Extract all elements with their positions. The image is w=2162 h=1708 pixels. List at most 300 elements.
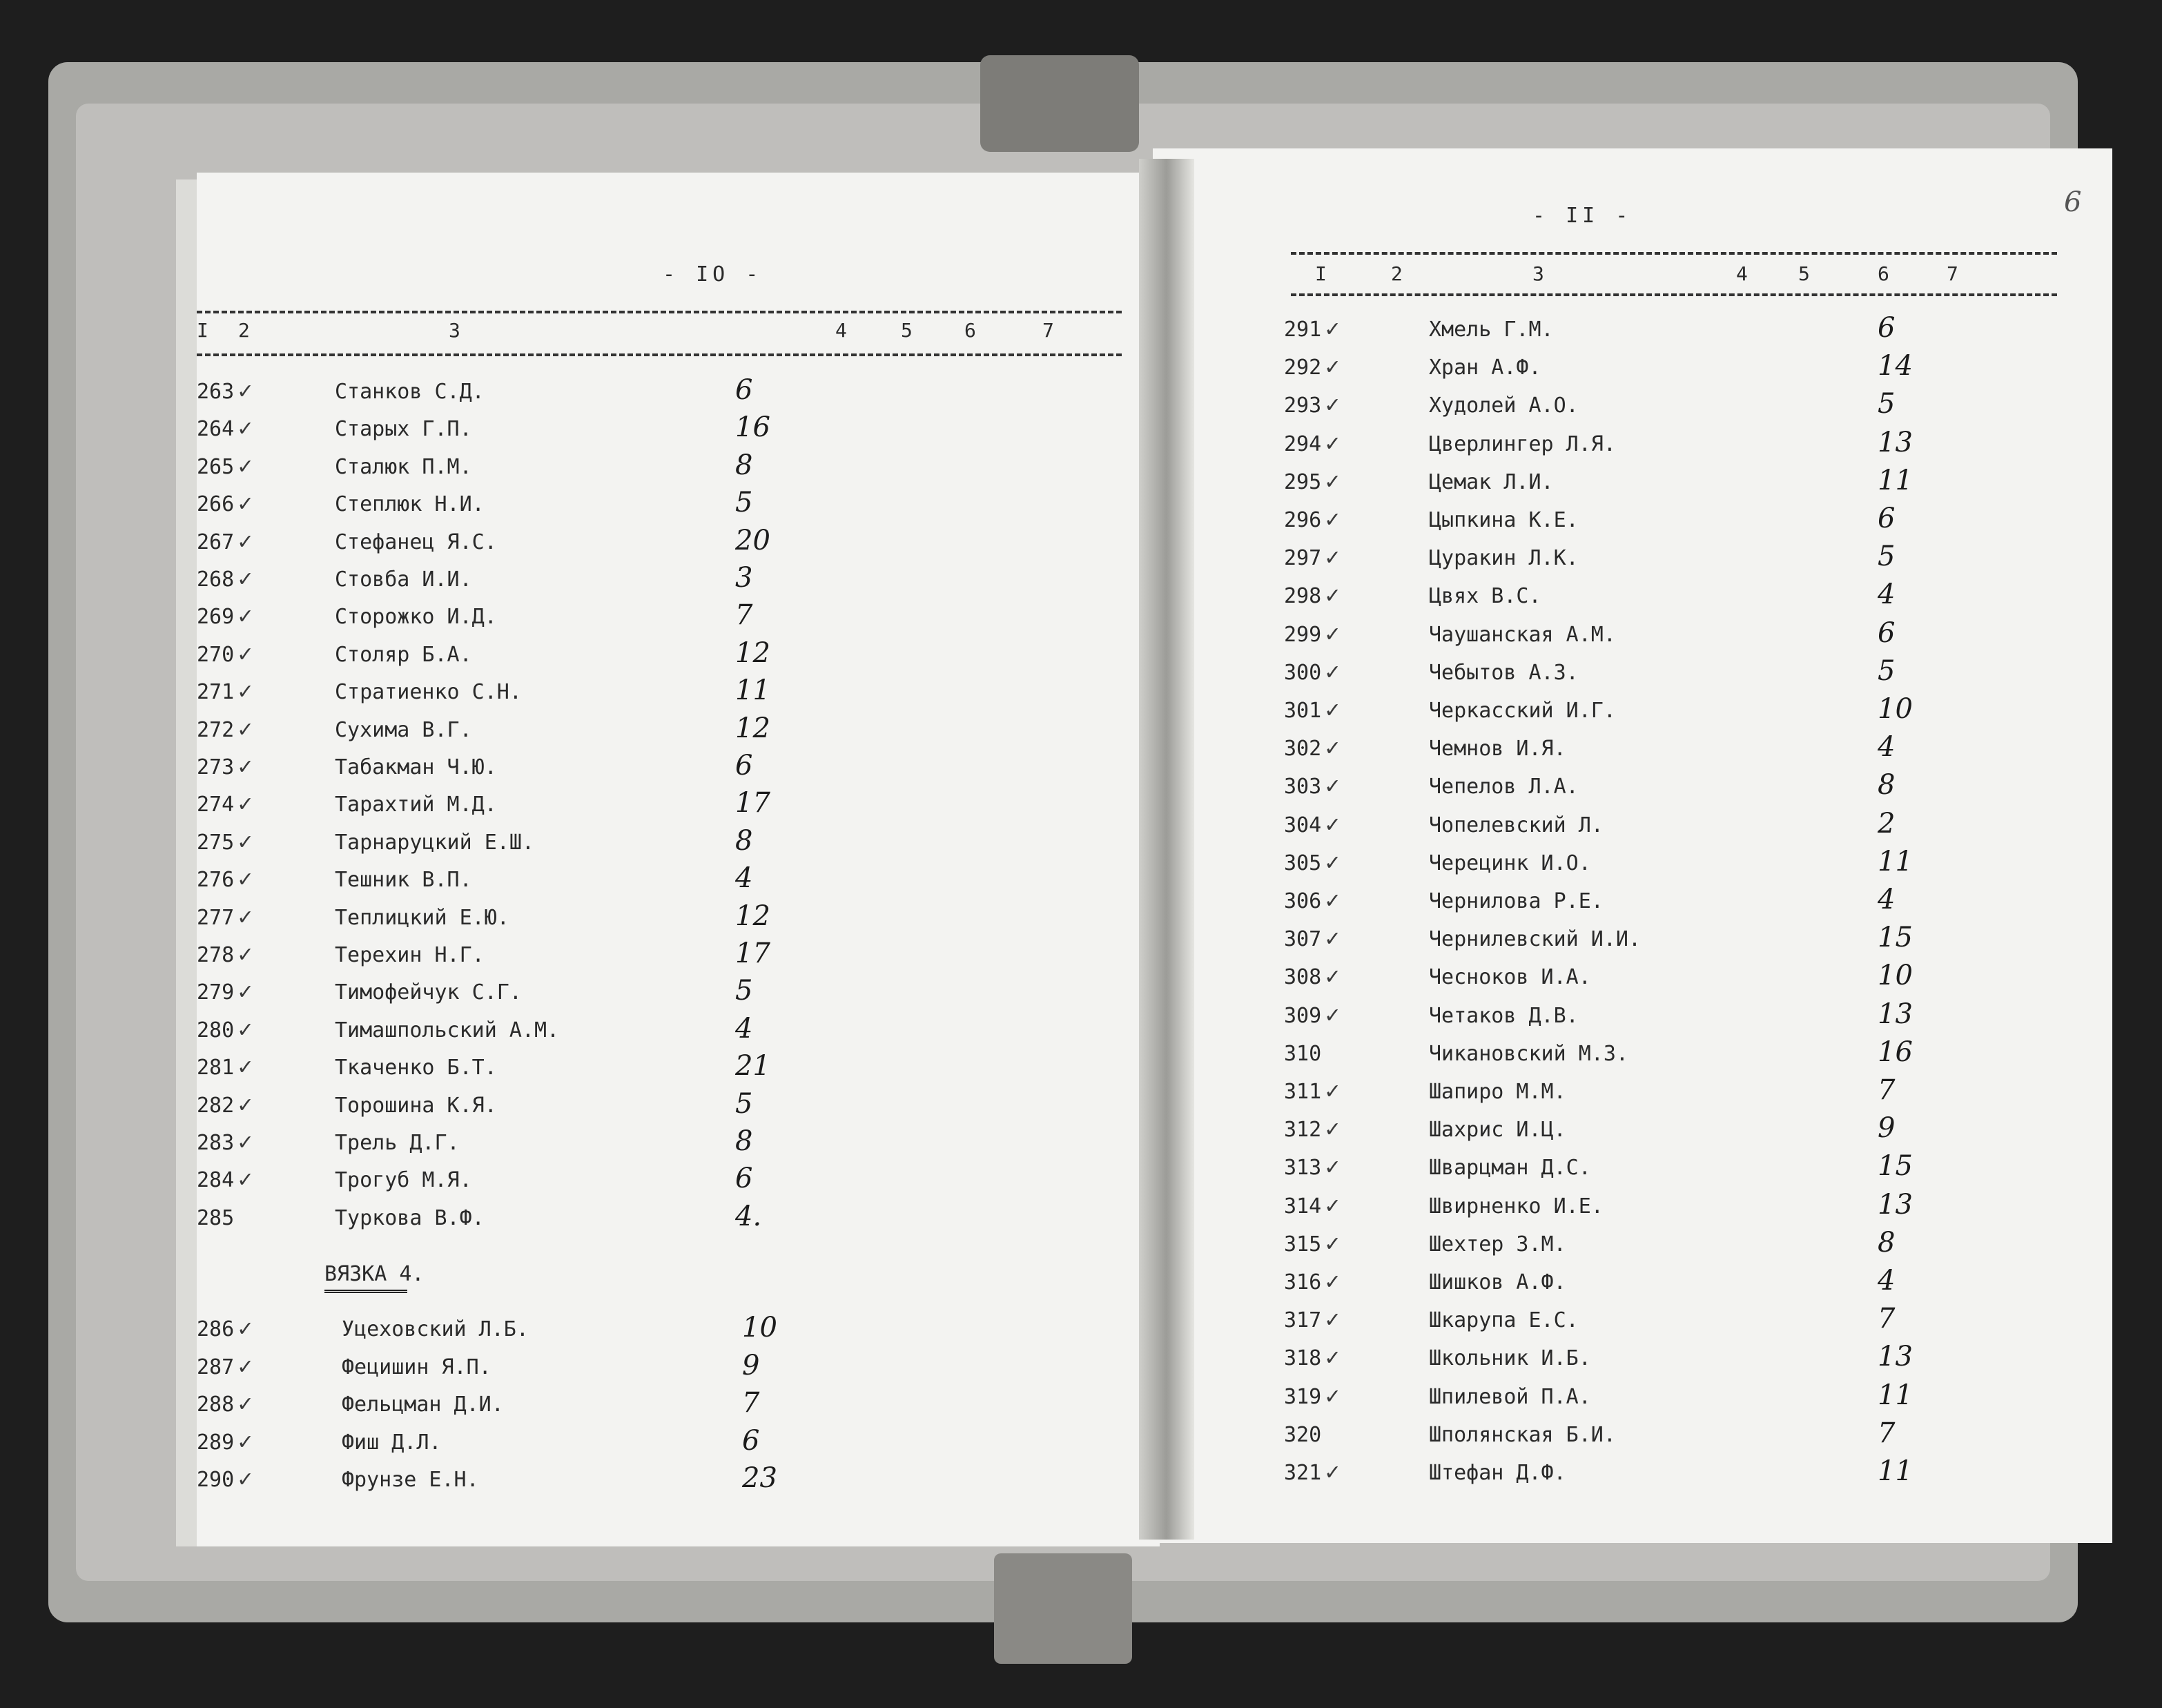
person-name: Чебытов А.З. — [1429, 660, 1579, 685]
person-name: Чернилова Р.Е. — [1429, 889, 1604, 913]
checkmark-icon: ✓ — [1325, 657, 1340, 686]
person-name: Трогуб М.Я. — [335, 1168, 472, 1193]
header-rule-bottom — [1291, 293, 2057, 296]
handwritten-count: 6 — [735, 374, 753, 406]
person-name: Шпилевой П.А. — [1429, 1384, 1591, 1409]
table-row — [1284, 1150, 1960, 1192]
table-row — [197, 938, 818, 979]
checkmark-icon: ✓ — [238, 1390, 253, 1417]
row-number: 268 — [197, 567, 235, 592]
handwritten-count: 8 — [735, 449, 753, 481]
handwritten-count: 11 — [1878, 1379, 1913, 1411]
handwritten-count: 6 — [1878, 312, 1896, 344]
row-number: 298 — [1284, 584, 1322, 609]
table-row — [197, 449, 818, 491]
table-row — [1284, 503, 1960, 544]
column-header-5: 5 — [1798, 262, 1810, 285]
handwritten-count: 11 — [1878, 1455, 1913, 1487]
person-name: Трель Д.Г. — [335, 1131, 460, 1155]
table-row — [1284, 426, 1960, 468]
column-header-3: 3 — [449, 319, 460, 342]
person-name: Швирненко И.Е. — [1429, 1194, 1604, 1219]
row-number: 295 — [1284, 469, 1322, 494]
handwritten-count: 5 — [1878, 541, 1896, 573]
row-number: 273 — [197, 755, 235, 779]
handwritten-count: 7 — [1878, 1074, 1896, 1106]
checkmark-icon: ✓ — [1325, 1306, 1340, 1334]
row-number: 320 — [1284, 1422, 1322, 1447]
table-row — [1284, 693, 1960, 735]
checkmark-icon: ✓ — [238, 790, 253, 818]
column-header-5: 5 — [901, 319, 913, 342]
checkmark-icon: ✓ — [1325, 1458, 1340, 1486]
checkmark-icon: ✓ — [238, 1465, 253, 1493]
checkmark-icon: ✓ — [238, 1165, 253, 1194]
person-name: Сухима В.Г. — [335, 717, 472, 742]
column-header-2: 2 — [1391, 262, 1403, 285]
page-number: - II - — [1532, 204, 1633, 228]
checkmark-icon: ✓ — [1325, 1381, 1340, 1410]
table-row — [1284, 960, 1960, 1001]
table-row — [1284, 1074, 1960, 1116]
table-row — [197, 824, 818, 866]
checkmark-icon: ✓ — [1325, 1343, 1340, 1372]
person-name: Худолей А.О. — [1429, 394, 1579, 418]
table-row — [197, 675, 818, 716]
handwritten-count: 11 — [1878, 845, 1913, 877]
table-row — [1284, 350, 1960, 391]
person-name: Цвях В.С. — [1429, 584, 1541, 609]
checkmark-icon: ✓ — [238, 902, 253, 931]
table-row — [1284, 1226, 1960, 1268]
table-row — [197, 374, 818, 416]
checkmark-icon: ✓ — [238, 1090, 253, 1118]
row-number: 266 — [197, 492, 235, 517]
checkmark-icon: ✓ — [238, 639, 253, 668]
handwritten-count: 17 — [735, 787, 770, 819]
handwritten-count: 7 — [735, 599, 753, 632]
checkmark-icon: ✓ — [1325, 810, 1340, 838]
person-name: Степлюк Н.И. — [335, 492, 485, 517]
person-name: Столяр Б.А. — [335, 642, 472, 667]
table-row — [1284, 769, 1960, 811]
table-row — [1284, 654, 1960, 697]
checkmark-icon: ✓ — [238, 1128, 253, 1156]
row-number: 270 — [197, 642, 235, 667]
checkmark-icon: ✓ — [1325, 467, 1340, 495]
checkmark-icon: ✓ — [238, 1053, 253, 1081]
row-number: 282 — [197, 1093, 235, 1118]
table-row — [1284, 1303, 1960, 1344]
checkmark-icon: ✓ — [1325, 391, 1340, 419]
person-name: Сторожко И.Д. — [335, 605, 497, 630]
checkmark-icon: ✓ — [1325, 1115, 1340, 1143]
person-name: Шехтер З.М. — [1429, 1232, 1566, 1256]
table-row — [1284, 807, 1960, 849]
column-header-6: 6 — [964, 319, 976, 342]
row-number: 274 — [197, 793, 235, 817]
table-row — [197, 1163, 818, 1204]
handwritten-count: 15 — [1878, 1150, 1913, 1183]
handwritten-count: 9 — [1878, 1112, 1896, 1145]
table-row — [197, 562, 818, 603]
table-row — [197, 750, 818, 791]
checkmark-icon: ✓ — [1325, 1268, 1340, 1295]
table-row — [1284, 1188, 1960, 1230]
handwritten-count: 16 — [735, 411, 770, 444]
person-name: Ткаченко Б.Т. — [335, 1056, 497, 1080]
row-number: 319 — [1284, 1384, 1322, 1409]
row-number: 321 — [1284, 1461, 1322, 1485]
handwritten-count: 8 — [735, 824, 753, 857]
row-number: 299 — [1284, 622, 1322, 647]
handwritten-count: 14 — [1878, 350, 1913, 382]
row-number: 316 — [1284, 1270, 1322, 1294]
column-header-7: 7 — [1947, 262, 1958, 285]
person-name: Чепелов Л.А. — [1429, 775, 1579, 799]
handwritten-count: 10 — [742, 1312, 777, 1343]
checkmark-icon: ✓ — [1325, 315, 1340, 342]
row-number: 285 — [197, 1205, 235, 1230]
person-name: Фецишин Я.П. — [342, 1355, 491, 1379]
header-rule-bottom — [197, 353, 1122, 356]
checkmark-icon: ✓ — [1325, 886, 1340, 914]
handwritten-count: 21 — [735, 1050, 770, 1083]
person-name: Хмель Г.М. — [1429, 318, 1554, 342]
table-row — [1284, 998, 1960, 1040]
column-header-4: 4 — [1736, 262, 1748, 285]
table-row — [1284, 541, 1960, 582]
handwritten-count: 6 — [1878, 503, 1896, 534]
checkmark-icon: ✓ — [1325, 962, 1340, 991]
checkmark-icon: ✓ — [238, 677, 253, 706]
person-name: Старых Г.П. — [335, 417, 472, 442]
checkmark-icon: ✓ — [1325, 1000, 1340, 1029]
section-title-text: ВЯЗКА 4. — [324, 1262, 425, 1286]
row-number: 280 — [197, 1018, 235, 1042]
checkmark-icon: ✓ — [1325, 505, 1340, 533]
handwritten-count: 12 — [735, 637, 770, 669]
column-header-6: 6 — [1878, 262, 1889, 285]
handwritten-count: 3 — [735, 562, 753, 594]
row-number: 303 — [1284, 775, 1322, 799]
table-row — [197, 1125, 818, 1167]
person-name: Школьник И.Б. — [1429, 1346, 1591, 1371]
handwritten-count: 12 — [735, 900, 770, 932]
handwritten-count: 13 — [1878, 1188, 1913, 1221]
row-number: 307 — [1284, 927, 1322, 952]
row-number: 286 — [197, 1317, 235, 1341]
row-number: 290 — [197, 1468, 235, 1492]
handwritten-count: 8 — [1878, 769, 1896, 802]
person-name: Станков С.Д. — [335, 380, 485, 404]
column-header-1: I — [1315, 262, 1327, 285]
row-number: 300 — [1284, 660, 1322, 685]
checkmark-icon: ✓ — [238, 827, 253, 855]
row-number: 288 — [197, 1392, 235, 1417]
right-page — [1153, 148, 2112, 1543]
table-row — [197, 1387, 825, 1428]
row-number: 318 — [1284, 1346, 1322, 1371]
person-name: Тарнаруцкий Е.Ш. — [335, 830, 534, 855]
table-row — [1284, 1379, 1960, 1421]
table-row — [197, 1087, 818, 1129]
checkmark-icon: ✓ — [238, 377, 253, 405]
person-name: Шварцман Д.С. — [1429, 1156, 1591, 1181]
person-name: Шахрис И.Ц. — [1429, 1118, 1566, 1143]
table-row — [197, 487, 818, 528]
checkmark-icon: ✓ — [238, 715, 253, 743]
row-number: 283 — [197, 1131, 235, 1155]
table-row — [1284, 1417, 1960, 1459]
table-row — [197, 712, 818, 754]
handwritten-count: 8 — [735, 1125, 753, 1157]
person-name: Чемнов И.Я. — [1429, 737, 1566, 761]
checkmark-icon: ✓ — [1325, 924, 1340, 953]
person-name: Стратиенко С.Н. — [335, 680, 522, 705]
handwritten-count: 10 — [1878, 960, 1913, 992]
row-number: 276 — [197, 868, 235, 893]
checkmark-icon: ✓ — [1325, 619, 1340, 648]
checkmark-icon: ✓ — [1325, 772, 1340, 800]
handwritten-count: 12 — [735, 712, 770, 744]
table-row — [197, 637, 818, 679]
person-name: Цемак Л.И. — [1429, 469, 1554, 494]
table-row — [1284, 1455, 1960, 1497]
checkmark-icon: ✓ — [1325, 1077, 1340, 1105]
row-number: 275 — [197, 830, 235, 855]
person-name: Хран А.Ф. — [1429, 356, 1541, 380]
row-number: 263 — [197, 380, 235, 404]
handwritten-count: 9 — [742, 1349, 760, 1381]
person-name: Цуракин Л.К. — [1429, 546, 1579, 571]
row-number: 269 — [197, 605, 235, 630]
checkmark-icon: ✓ — [238, 865, 253, 893]
row-number: 267 — [197, 530, 235, 554]
row-number: 291 — [1284, 318, 1322, 342]
column-header-1: I — [197, 319, 208, 342]
handwritten-count: 13 — [1878, 426, 1913, 458]
row-number: 309 — [1284, 1003, 1322, 1028]
person-name: Шишков А.Ф. — [1429, 1270, 1566, 1294]
checkmark-icon: ✓ — [238, 602, 253, 630]
table-row — [1284, 617, 1960, 659]
handwritten-count: 4 — [735, 1012, 753, 1045]
table-row — [1284, 884, 1960, 925]
checkmark-icon: ✓ — [238, 1427, 253, 1455]
header-rule-top — [197, 311, 1122, 313]
table-row — [197, 975, 818, 1016]
table-row — [197, 1050, 818, 1091]
handwritten-count: 11 — [735, 675, 770, 707]
handwritten-count: 5 — [1878, 388, 1896, 420]
handwritten-count: 20 — [735, 524, 770, 556]
row-number: 278 — [197, 943, 235, 967]
person-name: Четаков Д.В. — [1429, 1003, 1579, 1028]
row-number: 312 — [1284, 1118, 1322, 1143]
row-number: 287 — [197, 1355, 235, 1379]
row-number: 279 — [197, 980, 235, 1005]
handwritten-count: 4 — [1878, 731, 1896, 764]
row-number: 277 — [197, 905, 235, 930]
row-number: 292 — [1284, 356, 1322, 380]
handwritten-count: 6 — [735, 750, 753, 782]
row-number: 315 — [1284, 1232, 1322, 1256]
row-number: 305 — [1284, 851, 1322, 875]
checkmark-icon: ✓ — [1325, 429, 1340, 457]
handwritten-count: 13 — [1878, 1341, 1913, 1373]
checkmark-icon: ✓ — [238, 753, 253, 780]
checkmark-icon: ✓ — [1325, 1229, 1340, 1257]
row-number: 265 — [197, 454, 235, 479]
handwritten-count: 4. — [735, 1200, 762, 1232]
person-name: Черецинк И.О. — [1429, 851, 1591, 875]
table-row — [197, 1424, 825, 1466]
header-rule-top — [1291, 252, 2057, 255]
table-row — [197, 524, 818, 566]
person-name: Чесноков И.А. — [1429, 965, 1591, 990]
checkmark-icon: ✓ — [238, 978, 253, 1006]
row-number: 296 — [1284, 508, 1322, 532]
person-name: Терехин Н.Г. — [335, 943, 485, 967]
handwritten-count: 4 — [1878, 579, 1896, 611]
table-row — [1284, 579, 1960, 620]
person-name: Фрунзе Е.Н. — [342, 1468, 479, 1492]
handwritten-count: 10 — [1878, 693, 1913, 725]
table-row — [197, 1349, 825, 1391]
table-row — [1284, 922, 1960, 963]
row-number: 308 — [1284, 965, 1322, 990]
page-number: - IO - — [663, 262, 763, 287]
person-name: Шапиро М.М. — [1429, 1080, 1566, 1104]
handwritten-count: 5 — [735, 487, 753, 519]
table-row — [1284, 731, 1960, 773]
checkmark-icon: ✓ — [1325, 848, 1340, 876]
row-number: 306 — [1284, 889, 1322, 913]
table-row — [197, 1012, 818, 1054]
checkmark-icon: ✓ — [238, 940, 253, 968]
person-name: Тешник В.П. — [335, 868, 472, 893]
person-name: Туркова В.Ф. — [335, 1205, 485, 1230]
checkmark-icon: ✓ — [238, 565, 253, 592]
handwritten-count: 15 — [1878, 922, 1913, 954]
column-header-3: 3 — [1532, 262, 1544, 285]
column-header-2: 2 — [238, 319, 250, 342]
row-number: 284 — [197, 1168, 235, 1193]
person-name: Чернилевский И.И. — [1429, 927, 1642, 952]
checkmark-icon: ✓ — [1325, 543, 1340, 572]
row-number: 304 — [1284, 813, 1322, 837]
spine-binding-top — [980, 55, 1139, 152]
row-number: 294 — [1284, 431, 1322, 456]
checkmark-icon: ✓ — [1325, 1153, 1340, 1181]
person-name: Цверлингер Л.Я. — [1429, 431, 1616, 456]
table-row — [1284, 845, 1960, 887]
person-name: Черкасский И.Г. — [1429, 699, 1616, 723]
checkmark-icon: ✓ — [238, 1314, 253, 1342]
table-row — [197, 1200, 818, 1242]
column-header-4: 4 — [835, 319, 847, 342]
table-row — [197, 900, 818, 942]
table-row — [1284, 1265, 1960, 1306]
person-name: Штефан Д.Ф. — [1429, 1461, 1566, 1485]
table-row — [197, 787, 818, 828]
checkmark-icon: ✓ — [238, 489, 253, 518]
row-number: 264 — [197, 417, 235, 442]
handwritten-count: 5 — [735, 975, 753, 1007]
column-header-7: 7 — [1042, 319, 1054, 342]
person-name: Табакман Ч.Ю. — [335, 755, 497, 779]
handwritten-count: 6 — [735, 1163, 753, 1195]
person-name: Шполянская Б.И. — [1429, 1422, 1616, 1447]
person-name: Фиш Д.Л. — [342, 1430, 442, 1455]
handwritten-count: 13 — [1878, 998, 1913, 1030]
person-name: Чикановский М.З. — [1429, 1041, 1628, 1066]
table-row — [197, 862, 818, 904]
checkmark-icon: ✓ — [1325, 734, 1340, 762]
row-number: 313 — [1284, 1156, 1322, 1181]
person-name: Чаушанская А.М. — [1429, 622, 1616, 647]
person-name: Цыпкина К.Е. — [1429, 508, 1579, 532]
person-name: Торошина К.Я. — [335, 1093, 497, 1118]
checkmark-icon: ✓ — [1325, 1191, 1340, 1219]
checkmark-icon: ✓ — [1325, 696, 1340, 724]
handwritten-count: 23 — [742, 1462, 777, 1494]
table-row — [197, 1462, 825, 1504]
person-name: Теплицкий Е.Ю. — [335, 905, 509, 930]
person-name: Тимофейчук С.Г. — [335, 980, 522, 1005]
person-name: Уцеховский Л.Б. — [342, 1317, 529, 1341]
table-row — [197, 411, 818, 453]
row-number: 317 — [1284, 1308, 1322, 1333]
person-name: Фельцман Д.И. — [342, 1392, 504, 1417]
checkmark-icon: ✓ — [238, 414, 253, 443]
handwritten-count: 7 — [1878, 1417, 1896, 1449]
handwritten-count: 6 — [742, 1424, 760, 1457]
handwritten-count: 7 — [742, 1387, 760, 1419]
table-row — [1284, 1341, 1960, 1382]
handwritten-count: 7 — [1878, 1303, 1896, 1335]
person-name: Тимашпольский А.М. — [335, 1018, 560, 1042]
table-row — [1284, 1112, 1960, 1154]
table-row — [1284, 312, 1960, 353]
person-name: Стовба И.И. — [335, 567, 472, 592]
row-number: 301 — [1284, 699, 1322, 723]
row-number: 297 — [1284, 546, 1322, 571]
page-gutter — [1139, 159, 1194, 1540]
handwritten-count: 4 — [735, 862, 753, 895]
table-row — [1284, 1036, 1960, 1078]
person-name: Чопелевский Л. — [1429, 813, 1604, 837]
checkmark-icon: ✓ — [238, 527, 253, 555]
person-name: Шкарупа Е.С. — [1429, 1308, 1579, 1333]
handwritten-count: 5 — [1878, 654, 1896, 687]
row-number: 314 — [1284, 1194, 1322, 1219]
checkmark-icon: ✓ — [238, 1352, 253, 1380]
handwritten-count: 16 — [1878, 1036, 1913, 1068]
row-number: 271 — [197, 680, 235, 705]
handwritten-count: 4 — [1878, 1265, 1896, 1297]
checkmark-icon: ✓ — [1325, 353, 1340, 381]
row-number: 272 — [197, 717, 235, 742]
section-underline — [324, 1290, 407, 1293]
person-name: Стефанец Я.С. — [335, 530, 497, 554]
person-name: Сталюк П.М. — [335, 454, 472, 479]
row-number: 302 — [1284, 737, 1322, 761]
row-number: 310 — [1284, 1041, 1322, 1066]
row-number: 281 — [197, 1056, 235, 1080]
row-number: 289 — [197, 1430, 235, 1455]
